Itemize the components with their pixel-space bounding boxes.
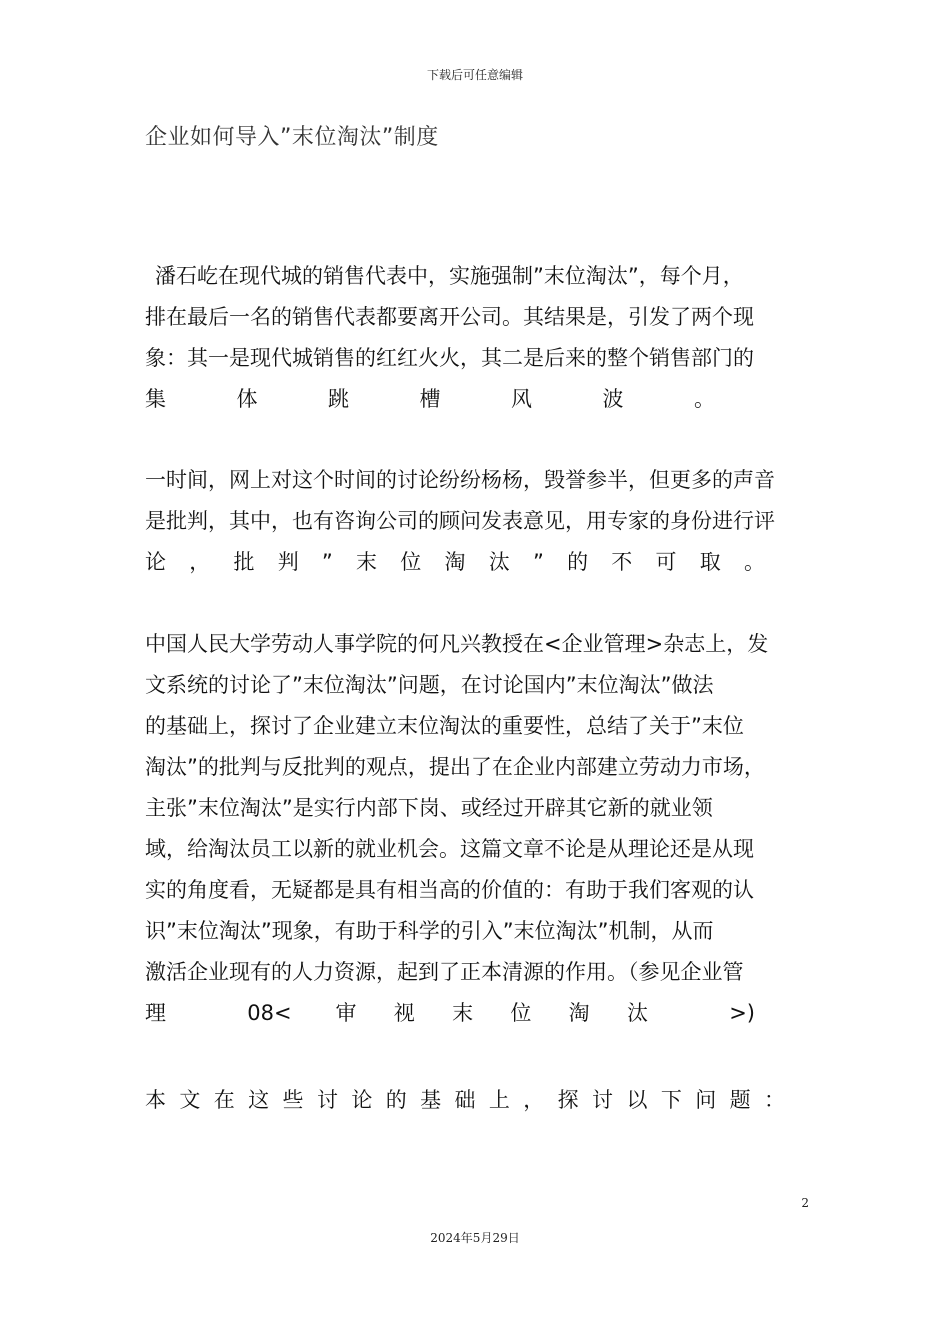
page-number: 2	[801, 1196, 809, 1210]
text-line: 集体跳槽风波。	[145, 387, 715, 411]
document-title: 企业如何导入”末位淘汰”制度	[145, 125, 439, 150]
text-line: 是批判，其中，也有咨询公司的顾问发表意见，用专家的身份进行评	[145, 509, 775, 533]
text-line: 激活企业现有的人力资源，起到了正本清源的作用。（参见企业管	[145, 960, 744, 984]
header-note: 下载后可任意编辑	[426, 68, 523, 82]
text-line: 潘石屹在现代城的销售代表中，实施强制”末位淘汰”，每个月，	[155, 264, 744, 288]
text-line: 理 08< 审视末位淘汰 >)	[145, 1001, 755, 1025]
text-line: 一时间，网上对这个时间的讨论纷纷杨杨，毁誉参半，但更多的声音	[145, 468, 775, 492]
text-line: 排在最后一名的销售代表都要离开公司。其结果是，引发了两个现	[145, 305, 754, 329]
paragraph-2	[145, 460, 807, 583]
paragraph-4	[145, 1080, 807, 1121]
text-line: 论，批判”末位淘汰”的不可取。	[145, 550, 765, 574]
text-line: 域，给淘汰员工以新的就业机会。这篇文章不论是从理论还是从现	[145, 837, 754, 861]
text-line: 淘汰”的批判与反批判的观点，提出了在企业内部建立劳动力市场，	[145, 755, 765, 779]
paragraph-1	[145, 256, 807, 420]
text-line: 本文在这些讨论的基础上，探讨以下问题：	[145, 1088, 785, 1112]
footer-date: 2024年5月29日	[430, 1231, 520, 1245]
text-line: 的基础上，探讨了企业建立末位淘汰的重要性，总结了关于”末位	[145, 714, 744, 738]
text-line: 主张”末位淘汰”是实行内部下岗、或经过开辟其它新的就业领	[145, 796, 713, 820]
text-line: 文系统的讨论了”末位淘汰”问题，在讨论国内”末位淘汰”做法	[145, 673, 714, 697]
text-line: 中国人民大学劳动人事学院的何凡兴教授在<企业管理>杂志上，发	[145, 632, 769, 656]
text-line: 实的角度看，无疑都是具有相当高的价值的：有助于我们客观的认	[145, 878, 754, 902]
paragraph-3	[145, 624, 807, 1034]
text-line: 象：其一是现代城销售的红红火火，其二是后来的整个销售部门的	[145, 346, 754, 370]
text-line: 识”末位淘汰”现象，有助于科学的引入”末位淘汰”机制，从而	[145, 919, 714, 943]
